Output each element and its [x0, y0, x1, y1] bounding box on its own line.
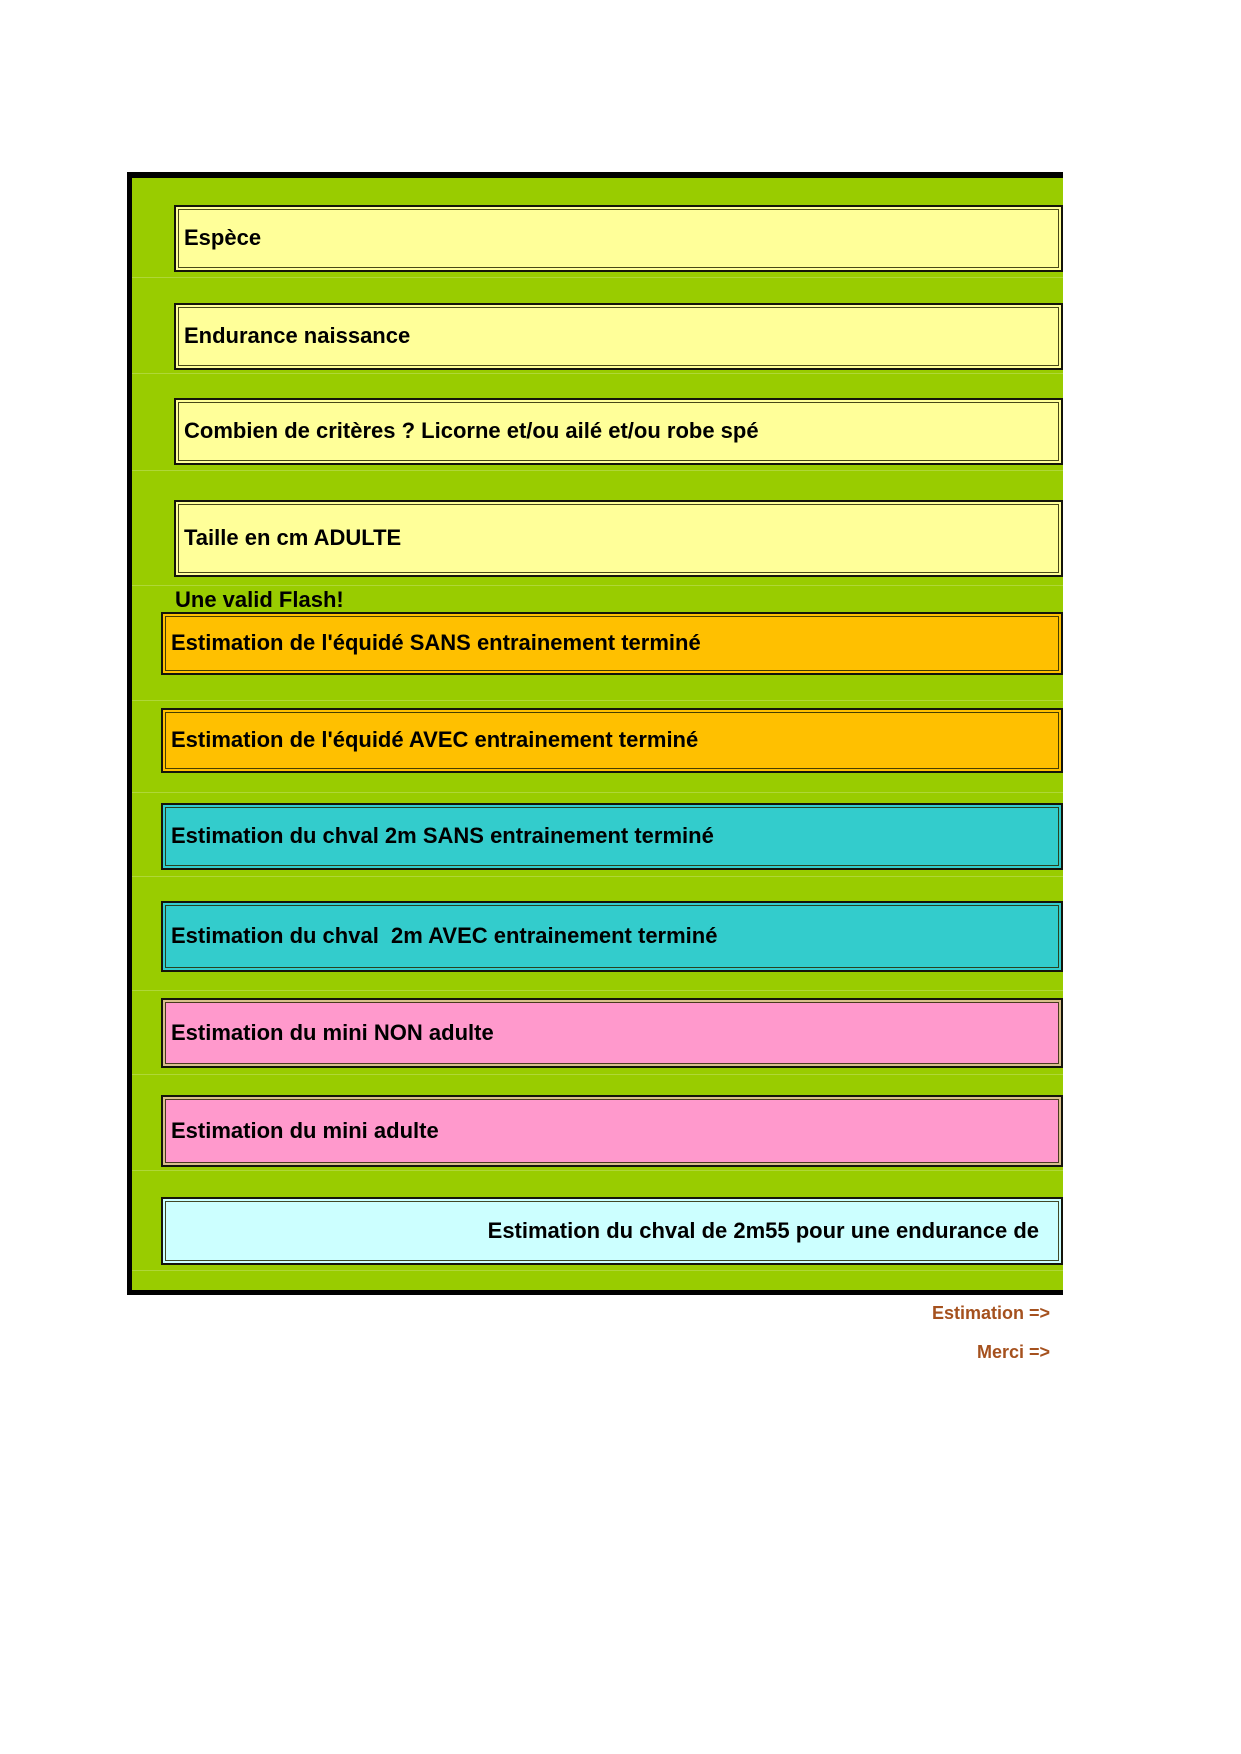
row-estimation-equide-sans	[161, 612, 1063, 675]
clipped-row-label: Une valid Flash!	[175, 587, 344, 612]
row-estimation-chval-2m-sans-label: Estimation du chval 2m SANS entrainement terminé	[171, 823, 714, 849]
row-combien-criteres	[174, 398, 1063, 465]
row-estimation-chval-2m-sans	[161, 803, 1063, 870]
row-taille-adulte	[174, 500, 1063, 577]
row-endurance-naissance	[174, 303, 1063, 370]
row-estimation-chval-2m55	[161, 1197, 1063, 1265]
row-estimation-mini-adulte	[161, 1095, 1063, 1167]
row-estimation-chval-2m55-label: Estimation du chval de 2m55 pour une endurance de	[487, 1217, 1039, 1243]
row-estimation-mini-adulte-label: Estimation du mini adulte	[171, 1117, 439, 1143]
row-combien-criteres-label: Combien de critères ? Licorne et/ou ailé et/ou robe spé	[184, 418, 759, 444]
row-estimation-mini-non-adulte-label: Estimation du mini NON adulte	[171, 1019, 494, 1045]
row-estimation-chval-2m-avec-label: Estimation du chval 2m AVEC entrainement terminé	[171, 923, 718, 949]
row-endurance-naissance-label: Endurance naissance	[184, 323, 411, 349]
merci-link[interactable]: Merci =>	[976, 1342, 1050, 1362]
row-estimation-chval-2m-avec	[161, 901, 1063, 972]
estimation-link[interactable]: Estimation =>	[931, 1303, 1050, 1323]
row-estimation-equide-sans-label: Estimation de l'équidé SANS entrainement terminé	[171, 630, 701, 656]
row-estimation-equide-avec-label: Estimation de l'équidé AVEC entrainement terminé	[171, 727, 699, 753]
row-espece	[174, 205, 1063, 272]
row-espece-label: Espèce	[184, 225, 262, 251]
row-estimation-mini-non-adulte	[161, 998, 1063, 1068]
row-taille-adulte-label: Taille en cm ADULTE	[184, 525, 402, 551]
row-estimation-equide-avec	[161, 708, 1063, 773]
